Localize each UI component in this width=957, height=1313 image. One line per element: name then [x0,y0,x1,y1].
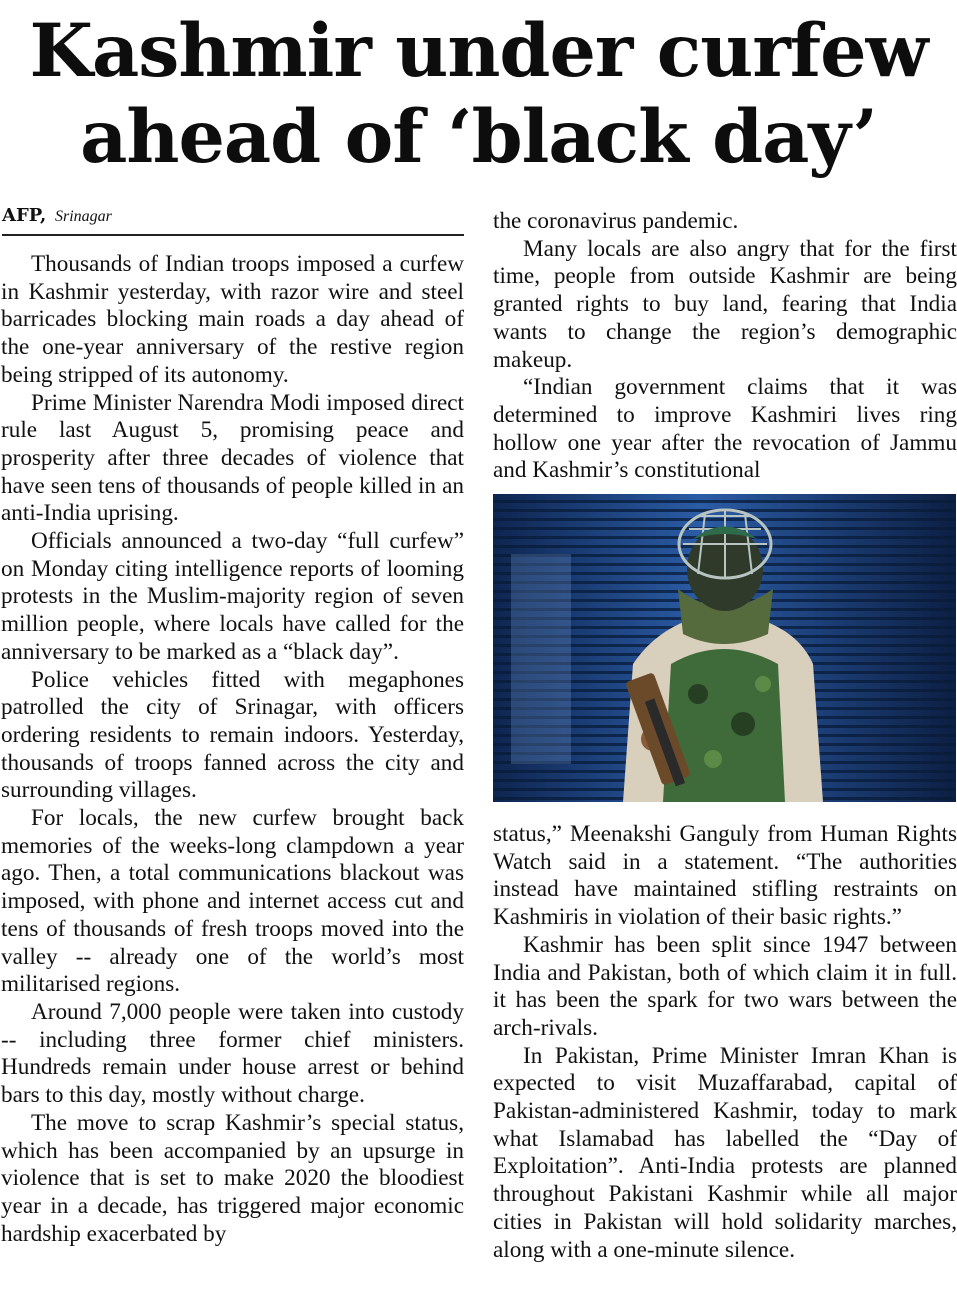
paragraph: In Pakistan, Prime Minister Imran Khan is expected to visit Muzaffarabad, capital of Pakistan-administered Kashmir, today to mark what Islamabad has labelled the “Day of Exploitation”. Anti-India protests are planned throughout Pakistani Kashmir while all major cities in Pakistan will hold solidarity marches, along with a one-minute silence. [493,1042,957,1263]
byline [2,203,464,236]
paragraph: “Indian government claims that it was determined to improve Kashmiri lives ring hollow one year after the revocation of Jammu and Kashmir’s constitutional [493,374,957,484]
left-column [1,251,464,1248]
paragraph: For locals, the new curfew brought back memories of the weeks-long clampdown a year ago. Then, a total communications blackout was imposed, with phone and internet access cut and tens of thousands of fresh troops moved into the valley -- already one of the world’s most militarised regions. [1,805,464,998]
paragraph: Kashmir has been split since 1947 between India and Pakistan, both of which claim it in full. it has been the spark for two wars between the arch-rivals. [493,931,957,1041]
paragraph-continued: status,” Meenakshi Ganguly from Human Rights Watch said in a statement. “The authorities instead have maintained stifling restraints on Kashmiris in violation of their basic rights.” [493,821,957,931]
headline: Kashmir under curfew ahead of ‘black day’ [29,8,928,180]
paragraph: Police vehicles fitted with megaphones patrolled the city of Srinagar, with officers ordering residents to remain indoors. Yesterday, thousands of troops fanned across the city and surrounding villages. [1,666,464,804]
right-column-top [493,208,957,485]
byline-place: Srinagar [54,208,112,225]
paragraph: Thousands of Indian troops imposed a curfew in Kashmir yesterday, with razor wire and steel barricades blocking main roads a day ahead of the one-year anniversary of the restive region being stripped of its autonomy. [1,251,464,388]
news-photo [493,494,956,802]
right-column-bottom [493,821,957,1264]
paragraph-continued: the coronavirus pandemic. [493,208,739,234]
paragraph: Prime Minister Narendra Modi imposed direct rule last August 5, promising peace and prosperity after three decades of violence that have seen tens of thousands of people killed in an anti-India uprising. [1,389,464,527]
photo-soldier-icon [493,494,956,802]
paragraph: Officials announced a two-day “full curfew” on Monday citing intelligence reports of looming protests in the Muslim-majority region of seven million people, where locals have called for the anniversary to be marked as a “black day”. [1,528,464,665]
paragraph: The move to scrap Kashmir’s special status, which has been accompanied by an upsurge in violence that is set to make 2020 the bloodiest year in a decade, has triggered major economic hardship exacerbated by [1,1109,464,1247]
paragraph: Many locals are also angry that for the first time, people from outside Kashmir are being granted rights to buy land, fearing that India wants to change the region’s demographic makeup. [493,235,957,373]
paragraph: Around 7,000 people were taken into custody -- including three former chief ministers. Hundreds remain under house arrest or behind bars to this day, mostly without charge. [1,998,464,1109]
byline-agency: AFP, [2,205,47,226]
